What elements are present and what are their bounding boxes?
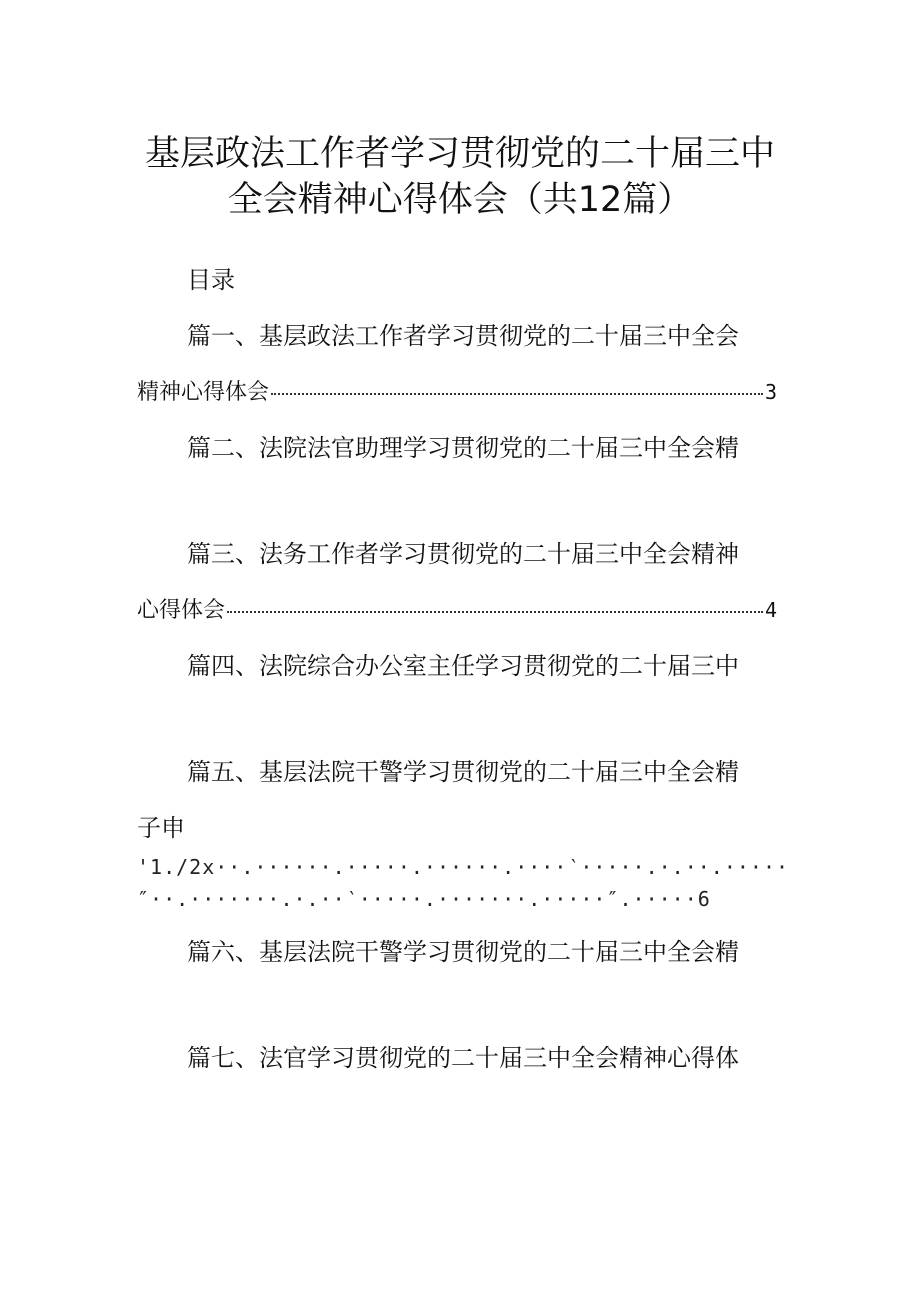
toc-entry-2-line-1[interactable]: 篇二、法院法官助理学习贯彻党的二十届三中全会精 [187,434,739,462]
dot-leader [227,609,763,613]
toc-entry-1-line-1[interactable]: 篇一、基层政法工作者学习贯彻党的二十届三中全会 [187,322,739,350]
toc-entry-3-leader-row[interactable] [137,592,777,629]
toc-entry-1-leader-row[interactable] [137,374,777,411]
toc-entry-7-line-1[interactable]: 篇七、法官学习贯彻党的二十届三中全会精神心得体 [187,1044,739,1072]
toc-entry-4-line-1[interactable]: 篇四、法院综合办公室主任学习贯彻党的二十届三中 [187,652,739,680]
toc-entry-5-garbled-leader-2: ″··.·······.·.··‵·····.·······.·····″.·····6 [137,887,711,911]
toc-entry-5-line-2: 子申 [137,814,185,842]
toc-entry-6-line-1[interactable]: 篇六、基层法院干警学习贯彻党的二十届三中全会精 [187,938,739,966]
toc-entry-5-garbled-leader-1: '1./2x··.······.·····.······.····‵·····.·.··.····· [137,855,790,879]
toc-entry-3-line-1[interactable]: 篇三、法务工作者学习贯彻党的二十届三中全会精神 [187,540,739,568]
toc-entry-1-page-number: 3 [764,380,777,404]
toc-heading: 目录 [187,266,235,294]
document-title-line-1: 基层政法工作者学习贯彻党的二十届三中 [144,134,775,174]
toc-entry-3-line-2: 心得体会 [137,598,226,623]
document-title-line-2: 全会精神心得体会（共12篇） [227,180,693,220]
toc-entry-1-line-2: 精神心得体会 [137,380,270,405]
toc-entry-5-line-1[interactable]: 篇五、基层法院干警学习贯彻党的二十届三中全会精 [187,758,739,786]
dot-leader [271,391,763,395]
toc-entry-3-page-number: 4 [764,598,777,622]
